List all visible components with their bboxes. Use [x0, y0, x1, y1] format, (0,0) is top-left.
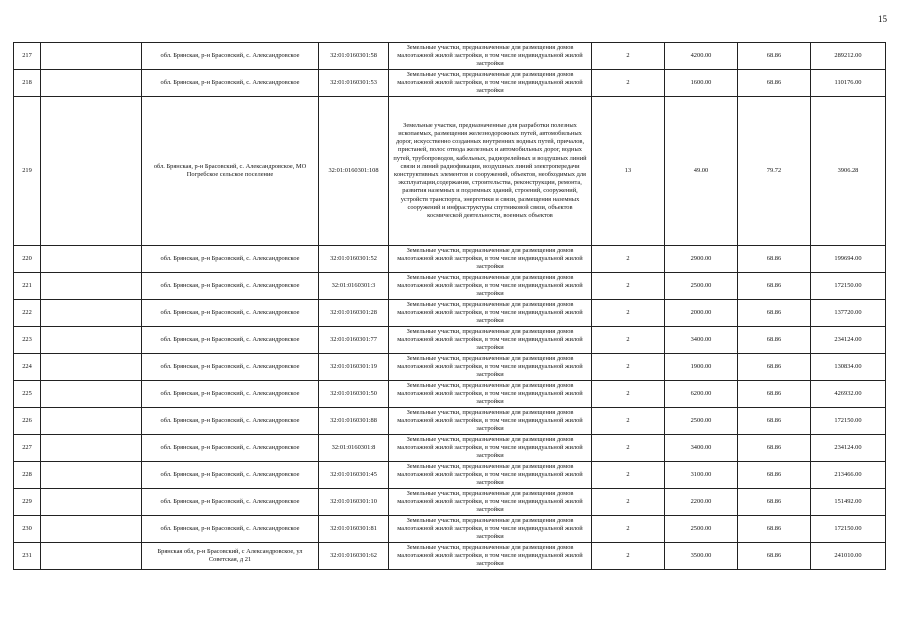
row-number: 230 — [14, 516, 41, 543]
cadastral-number: 32:01:0160301:19 — [319, 354, 389, 381]
cadastral-value: 130834.00 — [811, 354, 886, 381]
row-number: 231 — [14, 543, 41, 570]
row-number: 227 — [14, 435, 41, 462]
table-row — [14, 246, 886, 273]
land-use-description: Земельные участки, предназначенные для размещения домов малоэтажной жилой застройки, в том числе индивидуальной жилой застройки — [389, 246, 592, 273]
cadastral-value: 234124.00 — [811, 327, 886, 354]
cadastral-value: 3906.28 — [811, 97, 886, 246]
cadastral-value: 151492.00 — [811, 489, 886, 516]
cadastral-number: 32:01:0160301:108 — [319, 97, 389, 246]
address-cell: обл. Брянская, р-н Брасовский, с. Александровское — [142, 381, 319, 408]
group-code: 2 — [592, 408, 665, 435]
land-use-description: Земельные участки, предназначенные для размещения домов малоэтажной жилой застройки, в том числе индивидуальной жилой застройки — [389, 70, 592, 97]
table-row — [14, 543, 886, 570]
land-use-description: Земельные участки, предназначенные для размещения домов малоэтажной жилой застройки, в том числе индивидуальной жилой застройки — [389, 43, 592, 70]
row-number: 224 — [14, 354, 41, 381]
rate-value: 68.86 — [738, 354, 811, 381]
table-row — [14, 354, 886, 381]
address-cell: обл. Брянская, р-н Брасовский, с. Александровское — [142, 300, 319, 327]
group-code: 2 — [592, 381, 665, 408]
cadastral-number: 32:01:0160301:52 — [319, 246, 389, 273]
row-number: 219 — [14, 97, 41, 246]
group-code: 2 — [592, 462, 665, 489]
group-code: 2 — [592, 327, 665, 354]
rate-value: 79.72 — [738, 97, 811, 246]
blank-cell — [41, 300, 142, 327]
address-cell: обл. Брянская, р-н Брасовский, с. Александровское — [142, 435, 319, 462]
blank-cell — [41, 70, 142, 97]
area-value: 3400.00 — [665, 327, 738, 354]
land-use-description: Земельные участки, предназначенные для размещения домов малоэтажной жилой застройки, в том числе индивидуальной жилой застройки — [389, 381, 592, 408]
area-value: 49.00 — [665, 97, 738, 246]
cadastral-number: 32:01:0160301:81 — [319, 516, 389, 543]
table-row — [14, 43, 886, 70]
group-code: 2 — [592, 273, 665, 300]
cadastral-value: 172150.00 — [811, 273, 886, 300]
rate-value: 68.86 — [738, 327, 811, 354]
address-cell: обл. Брянская, р-н Брасовский, с. Александровское — [142, 354, 319, 381]
cadastral-value: 172150.00 — [811, 408, 886, 435]
area-value: 1900.00 — [665, 354, 738, 381]
group-code: 2 — [592, 543, 665, 570]
row-number: 217 — [14, 43, 41, 70]
row-number: 225 — [14, 381, 41, 408]
cadastral-value: 289212.00 — [811, 43, 886, 70]
blank-cell — [41, 462, 142, 489]
table-row — [14, 300, 886, 327]
blank-cell — [41, 381, 142, 408]
blank-cell — [41, 246, 142, 273]
table-row — [14, 70, 886, 97]
cadastral-value: 172150.00 — [811, 516, 886, 543]
land-use-description: Земельные участки, предназначенные для размещения домов малоэтажной жилой застройки, в том числе индивидуальной жилой застройки — [389, 435, 592, 462]
address-cell: обл. Брянская, р-н Брасовский, с. Александровское — [142, 246, 319, 273]
cadastral-number: 32:01:0160301:77 — [319, 327, 389, 354]
area-value: 2900.00 — [665, 246, 738, 273]
cadastral-number: 32:01:0160301:8 — [319, 435, 389, 462]
table-row — [14, 516, 886, 543]
area-value: 2500.00 — [665, 408, 738, 435]
cadastral-value: 426932.00 — [811, 381, 886, 408]
blank-cell — [41, 408, 142, 435]
land-use-description: Земельные участки, предназначенные для размещения домов малоэтажной жилой застройки, в том числе индивидуальной жилой застройки — [389, 462, 592, 489]
blank-cell — [41, 543, 142, 570]
area-value: 2500.00 — [665, 516, 738, 543]
land-use-description: Земельные участки, предназначенные для разработки полезных ископаемых, размещения железнодорожных путей, автомобильных дорог, искусственно созданных внутренних водных путей, причалов, пристаней, полос отвода железных и автомобильных дорог, водных путей, трубопроводов, кабельных, радиорелейных и воздушных линий связи и линий радиофикации, воздушных линий электропередачи конструктивных элементов и сооружений, объектов, необходимых для эксплуатации,содержания, строительства, реконструкции, ремонта, развития наземных и подземных зданий, строений, сооружений, устройств транспорта, энергетики и связи, размещения наземных сооружений и инфраструктуры спутниковой связи, объектов космической деятельности, военных объектов — [389, 97, 592, 246]
row-number: 223 — [14, 327, 41, 354]
cadastral-number: 32:01:0160301:3 — [319, 273, 389, 300]
area-value: 4200.00 — [665, 43, 738, 70]
table-body — [14, 43, 886, 570]
cadastral-value: 110176.00 — [811, 70, 886, 97]
area-value: 6200.00 — [665, 381, 738, 408]
blank-cell — [41, 516, 142, 543]
rate-value: 68.86 — [738, 43, 811, 70]
table-row — [14, 97, 886, 246]
land-use-description: Земельные участки, предназначенные для размещения домов малоэтажной жилой застройки, в том числе индивидуальной жилой застройки — [389, 516, 592, 543]
group-code: 13 — [592, 97, 665, 246]
address-cell: обл. Брянская, р-н Брасовский, с. Александровское — [142, 70, 319, 97]
blank-cell — [41, 489, 142, 516]
land-use-description: Земельные участки, предназначенные для размещения домов малоэтажной жилой застройки, в том числе индивидуальной жилой застройки — [389, 300, 592, 327]
cadastral-value: 199694.00 — [811, 246, 886, 273]
cadastral-value: 234124.00 — [811, 435, 886, 462]
group-code: 2 — [592, 70, 665, 97]
rate-value: 68.86 — [738, 381, 811, 408]
table-row — [14, 435, 886, 462]
area-value: 2500.00 — [665, 273, 738, 300]
cadastral-number: 32:01:0160301:10 — [319, 489, 389, 516]
group-code: 2 — [592, 435, 665, 462]
blank-cell — [41, 43, 142, 70]
row-number: 229 — [14, 489, 41, 516]
group-code: 2 — [592, 489, 665, 516]
group-code: 2 — [592, 516, 665, 543]
address-cell: обл. Брянская, р-н Брасовский, с. Александровское — [142, 43, 319, 70]
row-number: 228 — [14, 462, 41, 489]
land-use-description: Земельные участки, предназначенные для размещения домов малоэтажной жилой застройки, в том числе индивидуальной жилой застройки — [389, 327, 592, 354]
area-value: 3500.00 — [665, 543, 738, 570]
cadastral-number: 32:01:0160301:45 — [319, 462, 389, 489]
land-use-description: Земельные участки, предназначенные для размещения домов малоэтажной жилой застройки, в том числе индивидуальной жилой застройки — [389, 354, 592, 381]
rate-value: 68.86 — [738, 246, 811, 273]
area-value: 2000.00 — [665, 300, 738, 327]
area-value: 3100.00 — [665, 462, 738, 489]
rate-value: 68.86 — [738, 408, 811, 435]
table-row — [14, 273, 886, 300]
cadastral-value: 213466.00 — [811, 462, 886, 489]
rate-value: 68.86 — [738, 273, 811, 300]
blank-cell — [41, 327, 142, 354]
rate-value: 68.86 — [738, 70, 811, 97]
cadastral-number: 32:01:0160301:50 — [319, 381, 389, 408]
table-row — [14, 489, 886, 516]
cadastral-value: 137720.00 — [811, 300, 886, 327]
row-number: 222 — [14, 300, 41, 327]
cadastral-value: 241010.00 — [811, 543, 886, 570]
group-code: 2 — [592, 300, 665, 327]
land-use-description: Земельные участки, предназначенные для размещения домов малоэтажной жилой застройки, в том числе индивидуальной жилой застройки — [389, 273, 592, 300]
table-row — [14, 462, 886, 489]
blank-cell — [41, 97, 142, 246]
address-cell: обл. Брянская, р-н Брасовский, с. Александровское, МО Погребское сельское поселение — [142, 97, 319, 246]
blank-cell — [41, 435, 142, 462]
land-use-description: Земельные участки, предназначенные для размещения домов малоэтажной жилой застройки, в том числе индивидуальной жилой застройки — [389, 408, 592, 435]
rate-value: 68.86 — [738, 489, 811, 516]
table-row — [14, 327, 886, 354]
rate-value: 68.86 — [738, 300, 811, 327]
address-cell: обл. Брянская, р-н Брасовский, с. Александровское — [142, 273, 319, 300]
rate-value: 68.86 — [738, 462, 811, 489]
row-number: 226 — [14, 408, 41, 435]
address-cell: обл. Брянская, р-н Брасовский, с. Александровское — [142, 408, 319, 435]
cadastral-number: 32:01:0160301:53 — [319, 70, 389, 97]
address-cell: обл. Брянская, р-н Брасовский, с. Александровское — [142, 489, 319, 516]
blank-cell — [41, 273, 142, 300]
table-row — [14, 408, 886, 435]
area-value: 2200.00 — [665, 489, 738, 516]
group-code: 2 — [592, 246, 665, 273]
rate-value: 68.86 — [738, 543, 811, 570]
land-use-description: Земельные участки, предназначенные для размещения домов малоэтажной жилой застройки, в том числе индивидуальной жилой застройки — [389, 543, 592, 570]
rate-value: 68.86 — [738, 516, 811, 543]
land-registry-table — [13, 42, 886, 570]
rate-value: 68.86 — [738, 435, 811, 462]
row-number: 221 — [14, 273, 41, 300]
table-row — [14, 381, 886, 408]
row-number: 218 — [14, 70, 41, 97]
address-cell: обл. Брянская, р-н Брасовский, с. Александровское — [142, 462, 319, 489]
land-use-description: Земельные участки, предназначенные для размещения домов малоэтажной жилой застройки, в том числе индивидуальной жилой застройки — [389, 489, 592, 516]
address-cell: Брянская обл, р-н Брасовский, с Александровское, ул Советская, д 21 — [142, 543, 319, 570]
area-value: 1600.00 — [665, 70, 738, 97]
page-number: 15 — [878, 14, 887, 24]
blank-cell — [41, 354, 142, 381]
group-code: 2 — [592, 43, 665, 70]
address-cell: обл. Брянская, р-н Брасовский, с. Александровское — [142, 327, 319, 354]
group-code: 2 — [592, 354, 665, 381]
cadastral-number: 32:01:0160301:88 — [319, 408, 389, 435]
address-cell: обл. Брянская, р-н Брасовский, с. Александровское — [142, 516, 319, 543]
area-value: 3400.00 — [665, 435, 738, 462]
cadastral-number: 32:01:0160301:58 — [319, 43, 389, 70]
cadastral-number: 32:01:0160301:62 — [319, 543, 389, 570]
row-number: 220 — [14, 246, 41, 273]
cadastral-number: 32:01:0160301:28 — [319, 300, 389, 327]
